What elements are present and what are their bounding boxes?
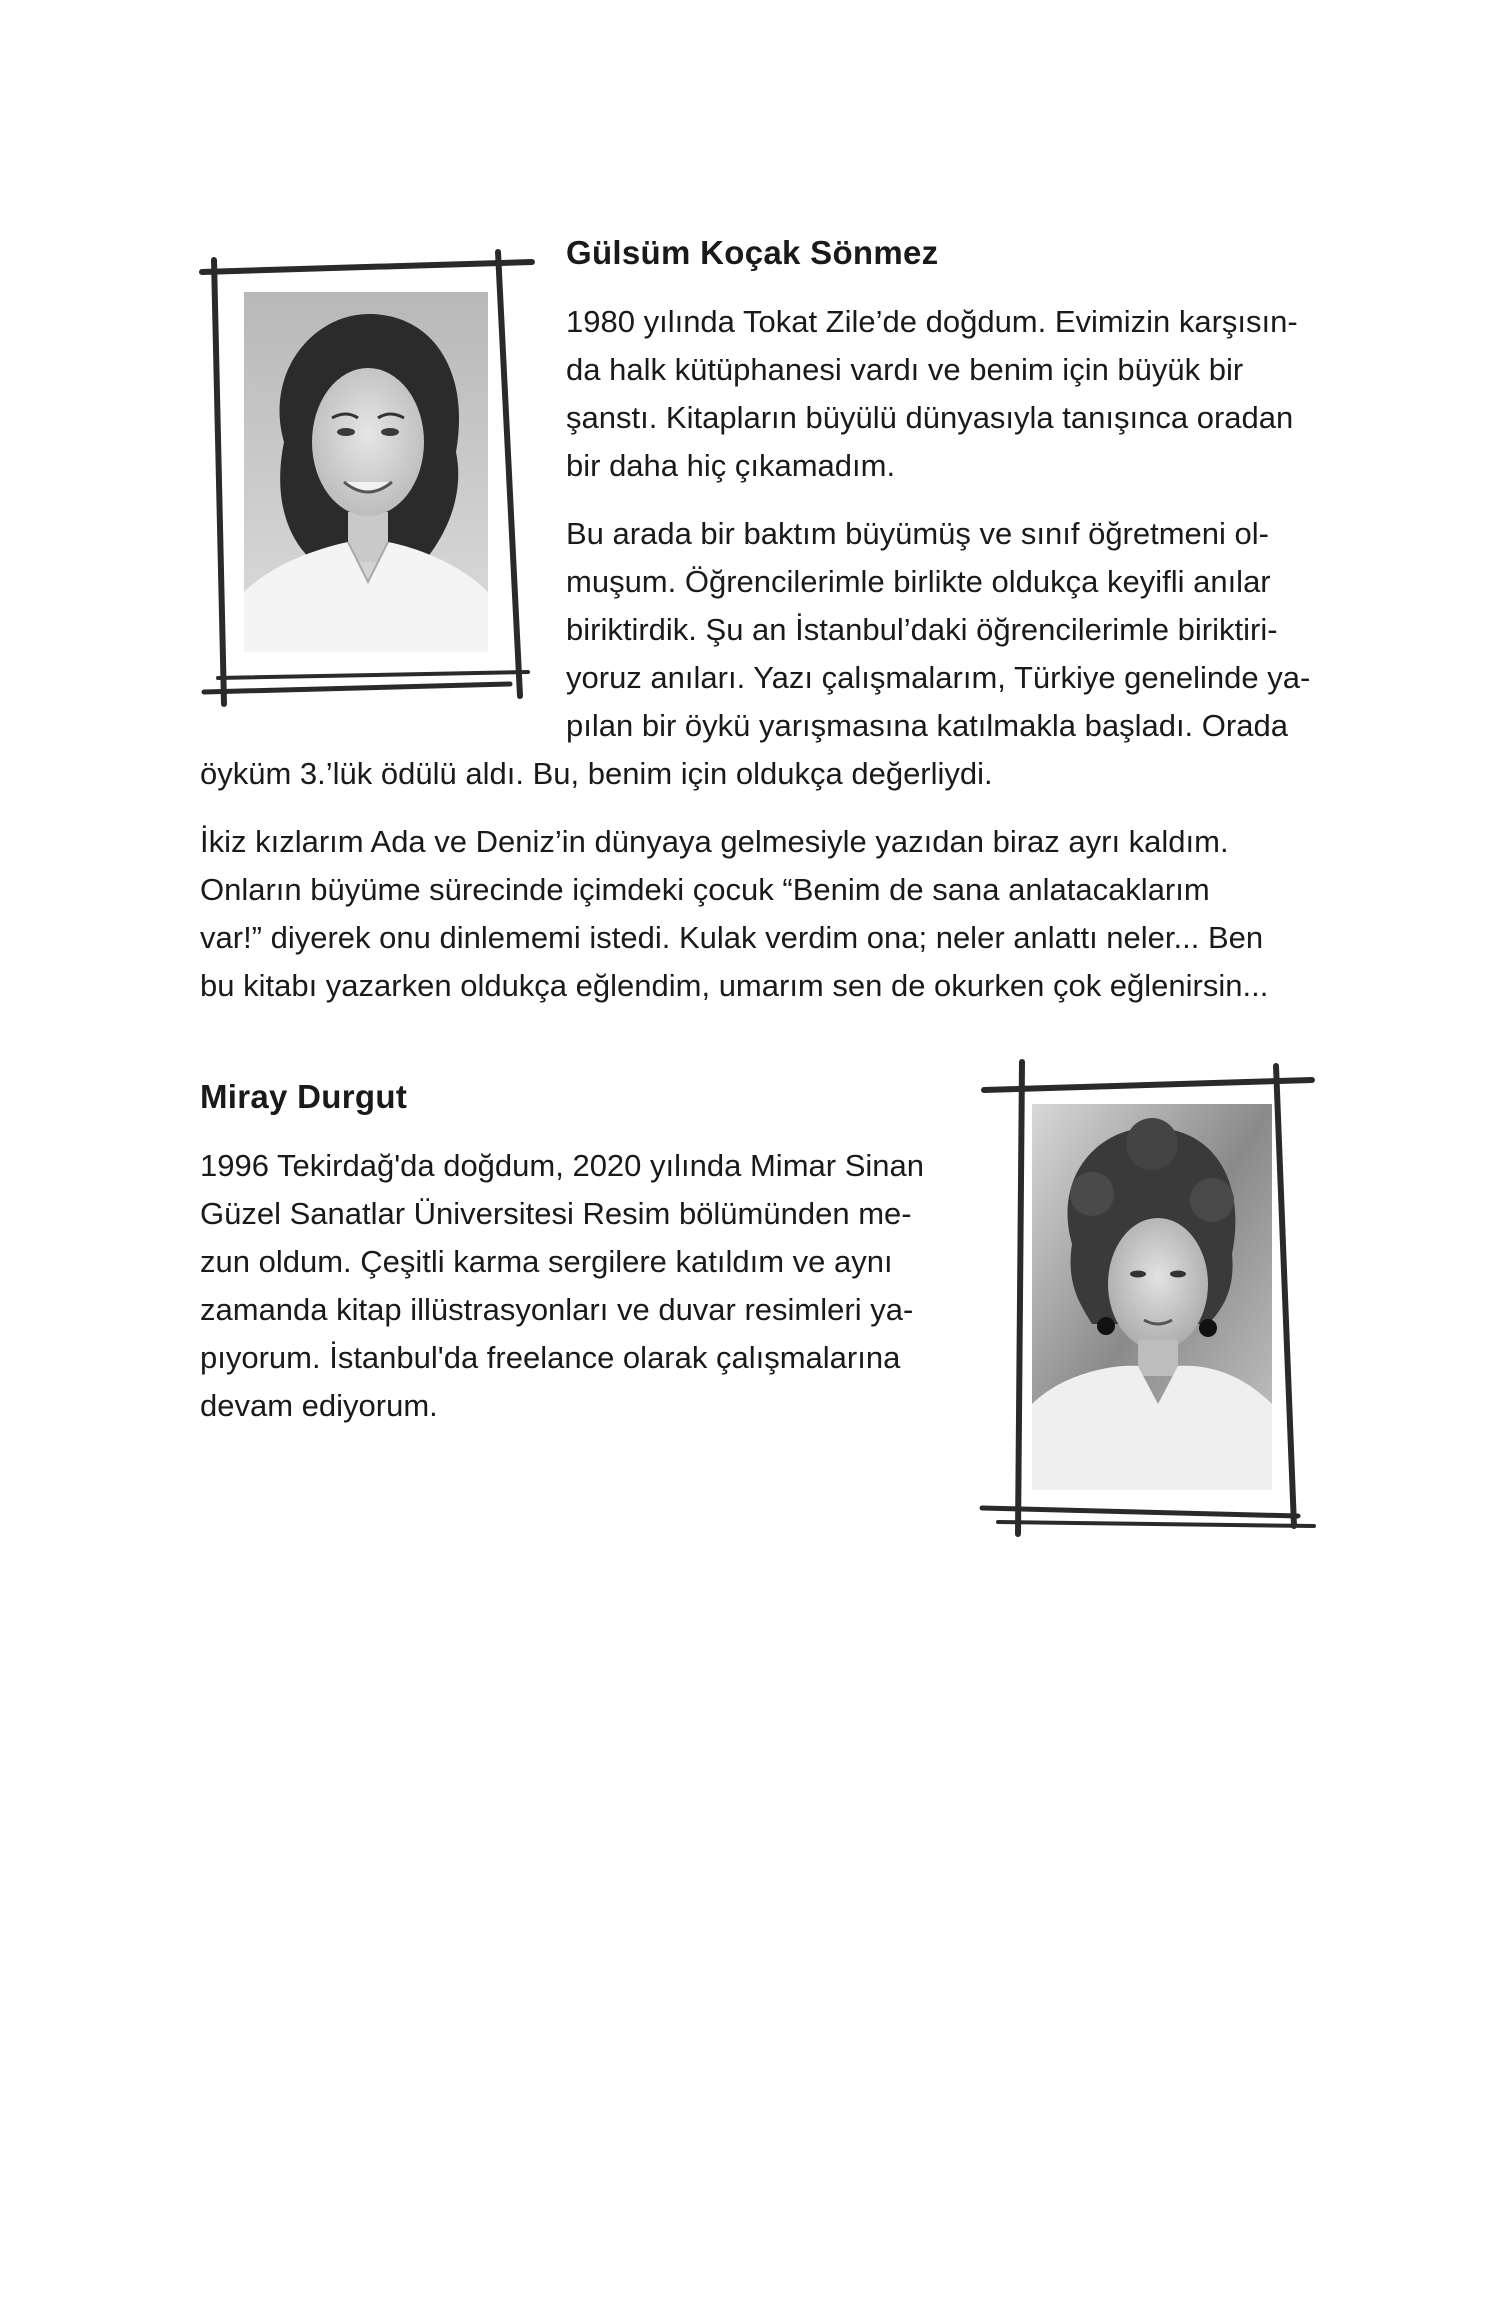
illustrator-bio-line-5: pıyorum. İstanbul'da freelance olarak çalışmalarına <box>200 1340 901 1375</box>
author-bio-p2-line-6: öyküm 3.’lük ödülü aldı. Bu, benim için oldukça değerliydi. <box>200 756 993 791</box>
author-bio-line-4: bir daha hiç çıkamadım. <box>566 448 896 483</box>
author-bio-p2-line-4: yoruz anıları. Yazı çalışmalarım, Türkiye genelinde ya- <box>566 660 1311 695</box>
author-bio-p2-line-2: muşum. Öğrencilerimle birlikte oldukça keyifli anılar <box>566 564 1271 599</box>
author-bio-line-1: 1980 yılında Tokat Zile’de doğdum. Evimizin karşısın- <box>566 304 1298 339</box>
author-bio-p3-line-2: Onların büyüme sürecinde içimdeki çocuk “Benim de sana anlatacaklarım <box>200 872 1210 907</box>
illustrator-bio-line-2: Güzel Sanatlar Üniversitesi Resim bölümünden me- <box>200 1196 912 1231</box>
illustrator-bio-line-1: 1996 Tekirdağ'da doğdum, 2020 yılında Mimar Sinan <box>200 1148 924 1183</box>
author-bio-line-2: da halk kütüphanesi vardı ve benim için büyük bir <box>566 352 1244 387</box>
illustrator-name: Miray Durgut <box>200 1078 408 1115</box>
illustrator-bio-line-6: devam ediyorum. <box>200 1388 438 1423</box>
illustrator-bio-line-3: zun oldum. Çeşitli karma sergilere katıldım ve aynı <box>200 1244 893 1279</box>
author-bio-p3-line-1: İkiz kızlarım Ada ve Deniz’in dünyaya gelmesiyle yazıdan biraz ayrı kaldım. <box>200 824 1229 859</box>
author-bio-line-3: şanstı. Kitapların büyülü dünyasıyla tanışınca oradan <box>566 400 1294 435</box>
author-bio-p2-line-1: Bu arada bir baktım büyümüş ve sınıf öğretmeni ol- <box>566 516 1269 551</box>
illustrator-photo <box>1032 1104 1272 1490</box>
author-name: Gülsüm Koçak Sönmez <box>566 234 939 271</box>
author-photo <box>244 292 488 652</box>
author-bio-p2-line-5: pılan bir öykü yarışmasına katılmakla başladı. Orada <box>566 708 1288 743</box>
author-bio-p2-line-3: biriktirdik. Şu an İstanbul’daki öğrencilerimle biriktiri- <box>566 612 1278 647</box>
author-bio-p3-line-3: var!” diyerek onu dinlememi istedi. Kulak verdim ona; neler anlattı neler... Ben <box>200 920 1264 955</box>
illustrator-bio-line-4: zamanda kitap illüstrasyonları ve duvar resimleri ya- <box>200 1292 914 1327</box>
author-bio-p3-line-4: bu kitabı yazarken oldukça eğlendim, umarım sen de okurken çok eğlenirsin... <box>200 968 1269 1003</box>
